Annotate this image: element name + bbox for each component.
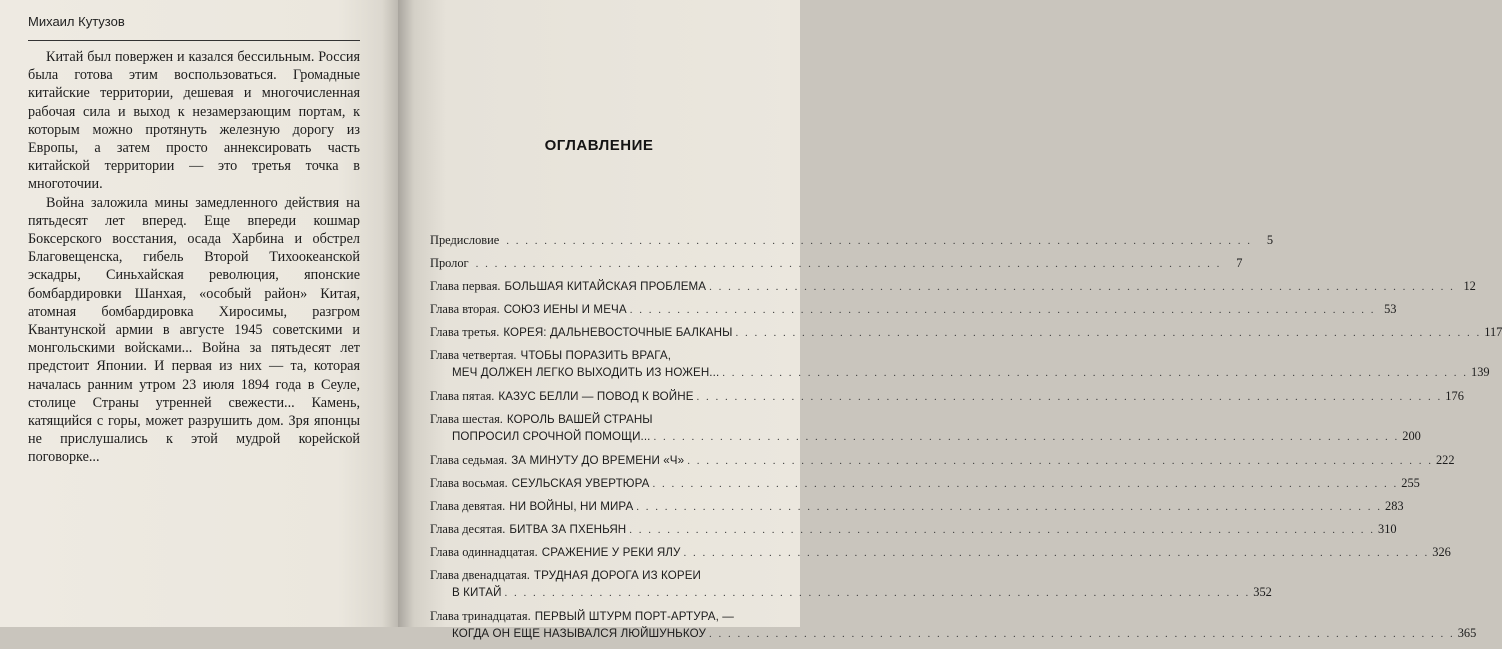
toc-page-number: 7 xyxy=(1236,256,1243,270)
toc-entry-title-continued: МЕЧ ДОЛЖЕН ЛЕГКО ВЫХОДИТЬ ИЗ НОЖЕН... xyxy=(452,366,720,379)
toc-leader-dots xyxy=(653,476,1399,492)
toc-entry-title-continued: В КИТАЙ xyxy=(452,586,502,599)
toc-page-number: 352 xyxy=(1253,585,1272,599)
toc-entry xyxy=(430,608,1477,642)
toc-entry-prefix: Глава одиннадцатая. xyxy=(430,545,538,559)
toc-page-number: 255 xyxy=(1401,476,1420,490)
right-page xyxy=(398,0,1502,640)
toc-entry-title: БОЛЬШАЯ КИТАЙСКАЯ ПРОБЛЕМА xyxy=(504,280,707,293)
toc-page-number: 222 xyxy=(1435,453,1455,467)
toc-entry-title: СЕУЛЬСКАЯ УВЕРТЮРА xyxy=(511,477,650,490)
toc-entry-title: КАЗУС БЕЛЛИ — ПОВОД К ВОЙНЕ xyxy=(498,390,694,403)
paragraph: Китай был повержен и казался бессильным. Россия была готова этим воспользоваться. Громадные китайские территории, дешевая и многочисленная рабочая сила и выход к незамерзающим портам, к которым можно протянуть железную дорогу из Европы, а затем просто аннексировать часть китайской территории — это третья точка в многоточии. xyxy=(28,49,360,193)
toc-page-number: 326 xyxy=(1432,545,1451,559)
toc-leader-dots xyxy=(722,365,1468,381)
toc-leader-dots xyxy=(654,429,1400,445)
toc-entry-prefix: Глава восьмая. xyxy=(430,476,508,490)
toc-entry-title: НИ ВОЙНЫ, НИ МИРА xyxy=(509,500,634,513)
toc-entry-prefix: Глава четвертая. xyxy=(430,348,517,362)
toc-entry xyxy=(430,544,1451,561)
toc-entry xyxy=(430,324,1502,341)
running-head: Михаил Кутузов xyxy=(28,14,125,29)
toc-leader-dots xyxy=(709,279,1455,295)
toc-entry-title: ЗА МИНУТУ ДО ВРЕМЕНИ «Ч» xyxy=(511,454,685,467)
toc-entry xyxy=(430,475,1420,492)
body-text xyxy=(28,48,360,467)
toc-entry-prefix: Глава третья. xyxy=(430,325,500,339)
toc-entry xyxy=(430,347,1490,381)
table-of-contents xyxy=(430,232,1502,649)
toc-entry-prefix: Пролог xyxy=(430,256,469,270)
toc-leader-dots xyxy=(629,522,1375,538)
toc-entry-title-continued: ПОПРОСИЛ СРОЧНОЙ ПОМОЩИ... xyxy=(452,430,651,443)
toc-entry-prefix: Глава двенадцатая. xyxy=(430,568,530,582)
toc-entry-prefix: Глава тринадцатая. xyxy=(430,609,531,623)
toc-entry-prefix: Глава первая. xyxy=(430,279,501,293)
toc-entry-title: ЧТОБЫ ПОРАЗИТЬ ВРАГА, xyxy=(520,349,672,362)
toc-leader-dots xyxy=(636,499,1382,515)
toc-entry-title: СОЮЗ ИЕНЫ И МЕЧА xyxy=(503,303,627,316)
toc-leader-dots xyxy=(506,233,1252,249)
toc-leader-dots xyxy=(709,626,1455,642)
toc-entry xyxy=(430,255,1243,272)
paragraph: Война заложила мины замедленного действия на пятьдесят лет вперед. Еще впереди кошмар Боксерского восстания, осада Харбина и обстрел Благовещенска, гибель Второй Тихоокеанской эскадры, Синьхайская революция, японские бомбардировки Шанхая, «особый район» Китая, атомная бомбардировка Хиросимы, разгром Квантунской армии в августе 1945 советскими и монгольскими войсками... Война за пятьдесят лет предстоит Японии. И первая из них — та, которая началась ранним утром 23 июля 1894 года в Сеуле, столице Страны утренней свежести... Камень, катящийся с горы, может разрушить дом. Зря японцы не прислушались к этой мудрой корейской поговорке... xyxy=(28,194,360,466)
toc-entry-title: БИТВА ЗА ПХЕНЬЯН xyxy=(509,523,627,536)
toc-leader-dots xyxy=(630,302,1376,318)
toc-entry-prefix: Предисловие xyxy=(430,233,500,247)
toc-entry-prefix: Глава десятая. xyxy=(430,522,506,536)
toc-entry-title-continued: КОГДА ОН ЕЩЕ НАЗЫВАЛСЯ ЛЮЙШУНЬКОУ xyxy=(452,627,706,640)
toc-page-number: 176 xyxy=(1445,389,1464,403)
toc-entry-title: СРАЖЕНИЕ У РЕКИ ЯЛУ xyxy=(541,546,681,559)
toc-leader-dots xyxy=(476,256,1222,272)
toc-entry xyxy=(430,521,1397,538)
toc-page-number: 139 xyxy=(1471,365,1490,379)
toc-entry-prefix: Глава седьмая. xyxy=(430,453,508,467)
toc-heading: ОГЛАВЛЕНИЕ xyxy=(544,137,654,154)
toc-page-number: 5 xyxy=(1266,233,1274,247)
toc-entry xyxy=(430,388,1464,405)
toc-page-number: 310 xyxy=(1378,522,1397,536)
toc-entry-title: КОРЕЯ: ДАЛЬНЕВОСТОЧНЫЕ БАЛКАНЫ xyxy=(503,326,733,339)
toc-entry-title: ТРУДНАЯ ДОРОГА ИЗ КОРЕИ xyxy=(533,569,701,582)
toc-entry xyxy=(430,232,1274,249)
toc-leader-dots xyxy=(505,585,1251,601)
left-page xyxy=(0,0,398,627)
toc-leader-dots xyxy=(735,325,1481,341)
toc-leader-dots xyxy=(684,545,1430,561)
toc-entry xyxy=(430,411,1421,445)
toc-entry-title: ПЕРВЫЙ ШТУРМ ПОРТ-АРТУРА, — xyxy=(534,610,734,623)
toc-page-number: 365 xyxy=(1457,626,1477,640)
toc-page-number: 200 xyxy=(1402,429,1421,443)
toc-leader-dots xyxy=(697,389,1443,405)
toc-entry xyxy=(430,452,1455,469)
toc-entry-prefix: Глава девятая. xyxy=(430,499,506,513)
toc-entry xyxy=(430,498,1404,515)
toc-entry-prefix: Глава вторая. xyxy=(430,302,500,316)
toc-entry-prefix: Глава пятая. xyxy=(430,389,495,403)
toc-page-number: 283 xyxy=(1385,499,1404,513)
toc-entry xyxy=(430,278,1476,295)
toc-leader-dots xyxy=(687,453,1433,469)
toc-page-number: 53 xyxy=(1384,302,1397,316)
header-rule xyxy=(28,40,360,41)
toc-entry xyxy=(430,567,1272,601)
toc-entry xyxy=(430,301,1397,318)
toc-entry-prefix: Глава шестая. xyxy=(430,412,503,426)
toc-entry-title: КОРОЛЬ ВАШЕЙ СТРАНЫ xyxy=(506,413,653,426)
toc-page-number: 12 xyxy=(1463,279,1476,293)
toc-page-number: 117 xyxy=(1484,325,1502,339)
